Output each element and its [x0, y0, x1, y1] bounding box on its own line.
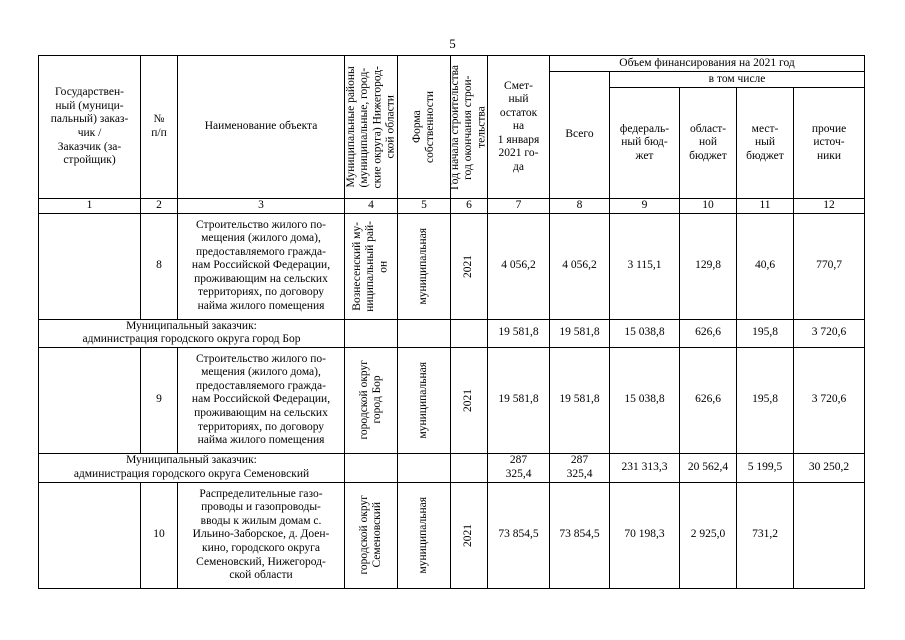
row-district: городской округ город Бор — [357, 360, 383, 440]
row-other: 770,7 — [794, 213, 865, 319]
col-number: 1 — [39, 199, 141, 214]
table-row — [39, 482, 865, 588]
header-years: Год начала строительства год окончания строи- тельства — [449, 64, 488, 190]
row-ownership: муниципальная — [417, 227, 430, 305]
row-object-name: Строительство жилого по- мещения (жилого дома), предоставляемого гражда- нам Российской Федерации, проживающим на сельских территориях, по договору найма жилого помещения — [178, 347, 345, 453]
row-district: Вознесенский му- ниципальный рай- он — [351, 220, 390, 312]
row-object-name: Распределительные газо- проводы и газопроводы- вводы к жилым домам с. Ильино-Заборское, д. Доен- кино, городского округа Семеновский, Нижегород- ской области — [178, 482, 345, 588]
row-number: 10 — [141, 482, 178, 588]
col-number: 10 — [680, 199, 737, 214]
col-number: 2 — [141, 199, 178, 214]
summary-regional: 626,6 — [680, 319, 737, 347]
row-year: 2021 — [462, 254, 475, 278]
summary-row — [39, 453, 865, 482]
row-estimate: 4 056,2 — [488, 213, 550, 319]
header-other: прочие источ- ники — [794, 88, 865, 199]
col-number: 8 — [550, 199, 610, 214]
summary-total: 287 325,4 — [550, 453, 610, 482]
header-ownership-cell — [398, 56, 451, 199]
row-regional: 2 925,0 — [680, 482, 737, 588]
row-total: 4 056,2 — [550, 213, 610, 319]
header-ownership: Форма собственности — [410, 91, 436, 163]
header-object-name: Наименование объекта — [178, 56, 345, 199]
header-funding: Объем финансирования на 2021 год — [550, 56, 865, 72]
row-year-cell — [451, 482, 488, 588]
row-ownership: муниципальная — [417, 361, 430, 439]
summary-customer-label: Муниципальный заказчик: администрация городского округа Семеновский — [39, 453, 345, 482]
summary-estimate: 287 325,4 — [488, 453, 550, 482]
row-local: 195,8 — [737, 347, 794, 453]
summary-other: 3 720,6 — [794, 319, 865, 347]
row-district: городской округ Семеновский — [357, 495, 383, 575]
row-federal: 15 038,8 — [610, 347, 680, 453]
summary-estimate: 19 581,8 — [488, 319, 550, 347]
row-object-name: Строительство жилого по- мещения (жилого дома), предоставляемого гражда- нам Российской Федерации, проживающим на сельских территориях, по договору найма жилого помещения — [178, 213, 345, 319]
header-districts: Муниципальные районы (муниципальные, город- ские округа) Нижегород- ской области — [344, 65, 397, 189]
row-number: 9 — [141, 347, 178, 453]
row-number: 8 — [141, 213, 178, 319]
header-total: Всего — [550, 72, 610, 199]
row-ownership-cell — [398, 482, 451, 588]
row-customer — [39, 482, 141, 588]
col-number: 7 — [488, 199, 550, 214]
col-number: 4 — [345, 199, 398, 214]
col-number: 6 — [451, 199, 488, 214]
construction-funding-table — [38, 55, 865, 589]
column-number-row — [39, 199, 865, 214]
header-including: в том числе — [610, 72, 865, 88]
row-year-cell — [451, 347, 488, 453]
header-years-cell — [451, 56, 488, 199]
row-local: 731,2 — [737, 482, 794, 588]
summary-total: 19 581,8 — [550, 319, 610, 347]
header-estimate: Смет- ный остаток на 1 января 2021 го- да — [488, 56, 550, 199]
row-district-cell — [345, 347, 398, 453]
row-ownership-cell — [398, 213, 451, 319]
row-federal: 3 115,1 — [610, 213, 680, 319]
page-number: 5 — [449, 36, 456, 51]
table-row — [39, 213, 865, 319]
row-district-cell — [345, 213, 398, 319]
row-year-cell — [451, 213, 488, 319]
row-total: 19 581,8 — [550, 347, 610, 453]
table-row — [39, 347, 865, 453]
header-regional: област- ной бюджет — [680, 88, 737, 199]
row-estimate: 73 854,5 — [488, 482, 550, 588]
row-regional: 129,8 — [680, 213, 737, 319]
row-other — [794, 482, 865, 588]
col-number: 9 — [610, 199, 680, 214]
header-customer: Государствен- ный (муници- пальный) заказ- чик / Заказчик (за- стройщик) — [39, 56, 141, 199]
row-year: 2021 — [462, 388, 475, 412]
row-ownership-cell — [398, 347, 451, 453]
row-customer — [39, 347, 141, 453]
summary-local: 195,8 — [737, 319, 794, 347]
col-number: 5 — [398, 199, 451, 214]
col-number: 11 — [737, 199, 794, 214]
row-federal: 70 198,3 — [610, 482, 680, 588]
col-number: 3 — [178, 199, 345, 214]
summary-federal: 15 038,8 — [610, 319, 680, 347]
summary-other: 30 250,2 — [794, 453, 865, 482]
header-districts-cell — [345, 56, 398, 199]
row-district-cell — [345, 482, 398, 588]
summary-local: 5 199,5 — [737, 453, 794, 482]
header-local: мест- ный бюджет — [737, 88, 794, 199]
header-num: № п/п — [141, 56, 178, 199]
row-customer — [39, 213, 141, 319]
summary-row — [39, 319, 865, 347]
row-regional: 626,6 — [680, 347, 737, 453]
row-other: 3 720,6 — [794, 347, 865, 453]
col-number: 12 — [794, 199, 865, 214]
summary-regional: 20 562,4 — [680, 453, 737, 482]
summary-customer-label: Муниципальный заказчик: администрация городского округа город Бор — [39, 319, 345, 347]
row-year: 2021 — [462, 523, 475, 547]
header-federal: федераль- ный бюд- жет — [610, 88, 680, 199]
row-local: 40,6 — [737, 213, 794, 319]
row-total: 73 854,5 — [550, 482, 610, 588]
row-ownership: муниципальная — [417, 496, 430, 574]
row-estimate: 19 581,8 — [488, 347, 550, 453]
summary-federal: 231 313,3 — [610, 453, 680, 482]
